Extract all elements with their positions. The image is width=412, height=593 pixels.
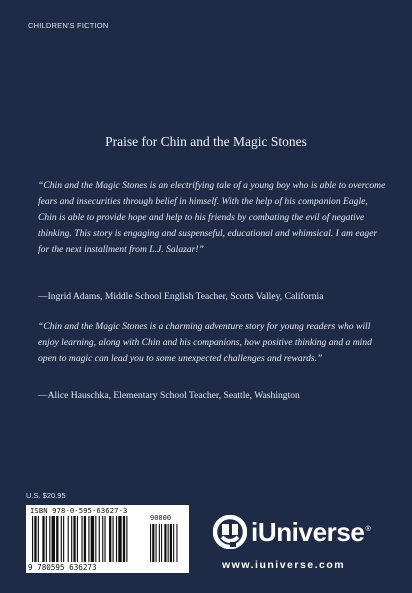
review-quote-2: “Chin and the Magic Stones is a charming adventure story for young readers who will enjoy learning, along with Chin and his companions, how positive thinking and a mind open to magic can lead you to some unexpected challenges and rewards.” (38, 321, 372, 364)
review-attribution-2: —Alice Hauschka, Elementary School Teacher, Seattle, Washington (38, 390, 300, 401)
barcode-bars (32, 516, 184, 564)
publisher-logo (213, 512, 370, 552)
ean-number: 9 780595 636273 (28, 563, 97, 572)
iuniverse-logo-icon (213, 515, 247, 549)
review-quote-1: “Chin and the Magic Stones is an electrifying tale of a young boy who is able to overcome fears and insecurities through belief in himself. With the help of his companion Eagle, Chin is able to provide hope and help to his friends by combating the evil of negative thinking. This story is engaging and suspenseful, educational and whimsical. I am eager for the next installment from L.J. Salazar!” (38, 180, 386, 255)
price-label: U.S. $20.95 (26, 491, 66, 500)
isbn-barcode (26, 505, 189, 573)
praise-heading: Praise for Chin and the Magic Stones (105, 134, 307, 149)
barcode-addon: 90000 (150, 514, 172, 522)
review-attribution-1: —Ingrid Adams, Middle School English Teacher, Scotts Valley, California (38, 291, 324, 302)
category-label: CHILDREN'S FICTION (28, 21, 109, 30)
publisher-name: iUniverse® (251, 516, 371, 547)
isbn-number: ISBN 978-0-595-63627-3 (30, 506, 128, 515)
publisher-url: www.iuniverse.com (222, 559, 346, 571)
